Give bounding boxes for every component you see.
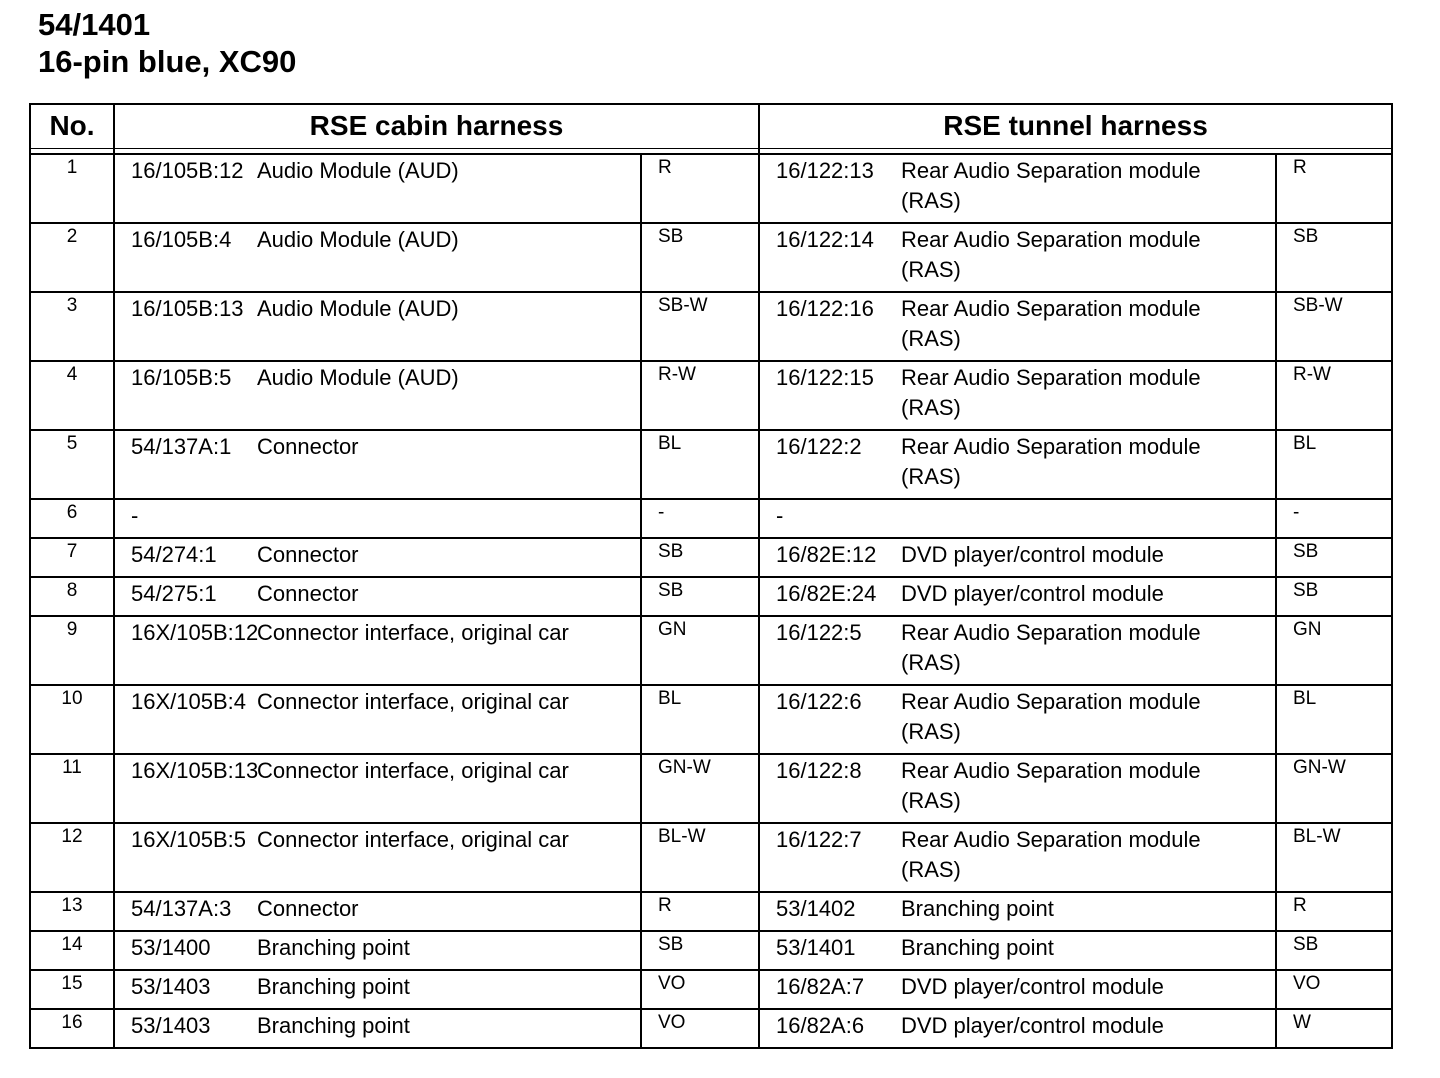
pin-number: 8 — [30, 577, 114, 616]
pin-number: 3 — [30, 292, 114, 361]
pin-number: 9 — [30, 616, 114, 685]
cabin-description: Connector — [257, 538, 641, 577]
cabin-connector-code: 54/274:1 — [114, 538, 257, 577]
table-row — [30, 499, 1392, 538]
table-row — [30, 616, 1392, 685]
cabin-connector-code: 53/1400 — [114, 931, 257, 970]
cabin-wire-color: - — [641, 499, 759, 538]
cabin-connector-code: 16X/105B:12 — [114, 616, 257, 685]
tunnel-connector-code: 16/122:2 — [759, 430, 901, 499]
tunnel-wire-color: SB — [1276, 577, 1392, 616]
tunnel-wire-color: VO — [1276, 970, 1392, 1009]
tunnel-connector-code: 53/1401 — [759, 931, 901, 970]
cabin-wire-color: R — [641, 892, 759, 931]
table-row — [30, 685, 1392, 754]
cabin-connector-code: - — [114, 499, 257, 538]
cabin-wire-color: SB — [641, 538, 759, 577]
cabin-wire-color: VO — [641, 1009, 759, 1048]
pin-number: 4 — [30, 361, 114, 430]
cabin-wire-color: SB-W — [641, 292, 759, 361]
cabin-connector-code: 54/137A:1 — [114, 430, 257, 499]
tunnel-connector-code: 16/122:7 — [759, 823, 901, 892]
pin-number: 13 — [30, 892, 114, 931]
tunnel-wire-color: - — [1276, 499, 1392, 538]
tunnel-connector-code: 16/122:13 — [759, 154, 901, 223]
tunnel-wire-color: R — [1276, 154, 1392, 223]
table-row — [30, 970, 1392, 1009]
cabin-connector-code: 16/105B:12 — [114, 154, 257, 223]
tunnel-description: Rear Audio Separation module (RAS) — [901, 292, 1276, 361]
cabin-description: Connector interface, original car — [257, 823, 641, 892]
cabin-wire-color: GN-W — [641, 754, 759, 823]
cabin-connector-code: 16X/105B:13 — [114, 754, 257, 823]
table-row — [30, 754, 1392, 823]
cabin-connector-code: 16X/105B:5 — [114, 823, 257, 892]
tunnel-connector-code: 16/82E:24 — [759, 577, 901, 616]
pin-assignment-table — [29, 103, 1393, 1049]
cabin-description: Audio Module (AUD) — [257, 292, 641, 361]
tunnel-description: DVD player/control module — [901, 1009, 1276, 1048]
cabin-wire-color: SB — [641, 223, 759, 292]
pin-number: 16 — [30, 1009, 114, 1048]
cabin-wire-color: R-W — [641, 361, 759, 430]
tunnel-wire-color: SB — [1276, 223, 1392, 292]
cabin-wire-color: VO — [641, 970, 759, 1009]
pin-number: 6 — [30, 499, 114, 538]
tunnel-connector-code: 16/122:15 — [759, 361, 901, 430]
tunnel-description: Rear Audio Separation module (RAS) — [901, 754, 1276, 823]
tunnel-connector-code: 53/1402 — [759, 892, 901, 931]
cabin-connector-code: 54/275:1 — [114, 577, 257, 616]
tunnel-connector-code: 16/82E:12 — [759, 538, 901, 577]
tunnel-wire-color: GN — [1276, 616, 1392, 685]
tunnel-wire-color: SB — [1276, 931, 1392, 970]
tunnel-description: Rear Audio Separation module (RAS) — [901, 616, 1276, 685]
pin-rows — [30, 154, 1392, 1048]
cabin-description: Audio Module (AUD) — [257, 361, 641, 430]
tunnel-description: Branching point — [901, 931, 1276, 970]
pin-number: 15 — [30, 970, 114, 1009]
cabin-description — [257, 499, 641, 538]
cabin-wire-color: BL-W — [641, 823, 759, 892]
tunnel-connector-code: 16/122:5 — [759, 616, 901, 685]
cabin-connector-code: 16/105B:13 — [114, 292, 257, 361]
tunnel-description: Rear Audio Separation module (RAS) — [901, 823, 1276, 892]
table-row — [30, 223, 1392, 292]
pin-number: 11 — [30, 754, 114, 823]
table-row — [30, 1009, 1392, 1048]
header-no: No. — [30, 104, 114, 148]
tunnel-connector-code: 16/122:16 — [759, 292, 901, 361]
cabin-wire-color: R — [641, 154, 759, 223]
tunnel-description: Branching point — [901, 892, 1276, 931]
tunnel-description: Rear Audio Separation module (RAS) — [901, 361, 1276, 430]
tunnel-wire-color: BL — [1276, 430, 1392, 499]
part-number: 54/1401 — [38, 7, 151, 42]
tunnel-wire-color: BL-W — [1276, 823, 1392, 892]
cabin-connector-code: 16/105B:4 — [114, 223, 257, 292]
cabin-connector-code: 53/1403 — [114, 970, 257, 1009]
tunnel-description: Rear Audio Separation module (RAS) — [901, 154, 1276, 223]
cabin-description: Audio Module (AUD) — [257, 223, 641, 292]
cabin-description: Branching point — [257, 970, 641, 1009]
tunnel-wire-color: SB-W — [1276, 292, 1392, 361]
table-row — [30, 361, 1392, 430]
table-row — [30, 892, 1392, 931]
pin-number: 7 — [30, 538, 114, 577]
pin-number: 1 — [30, 154, 114, 223]
tunnel-wire-color: W — [1276, 1009, 1392, 1048]
tunnel-connector-code: 16/82A:7 — [759, 970, 901, 1009]
tunnel-connector-code: - — [759, 499, 901, 538]
cabin-description: Connector interface, original car — [257, 685, 641, 754]
cabin-description: Connector — [257, 430, 641, 499]
document-title — [38, 6, 296, 80]
cabin-description: Connector interface, original car — [257, 616, 641, 685]
cabin-description: Connector — [257, 577, 641, 616]
pin-number: 10 — [30, 685, 114, 754]
table-row — [30, 154, 1392, 223]
header-cabin-harness: RSE cabin harness — [114, 104, 759, 148]
cabin-connector-code: 53/1403 — [114, 1009, 257, 1048]
tunnel-wire-color: R-W — [1276, 361, 1392, 430]
tunnel-description — [901, 499, 1276, 538]
table-row — [30, 538, 1392, 577]
table-row — [30, 430, 1392, 499]
tunnel-connector-code: 16/122:14 — [759, 223, 901, 292]
cabin-wire-color: SB — [641, 577, 759, 616]
tunnel-connector-code: 16/122:6 — [759, 685, 901, 754]
table-row — [30, 577, 1392, 616]
tunnel-wire-color: GN-W — [1276, 754, 1392, 823]
pin-number: 2 — [30, 223, 114, 292]
cabin-description: Branching point — [257, 1009, 641, 1048]
tunnel-description: Rear Audio Separation module (RAS) — [901, 685, 1276, 754]
tunnel-wire-color: SB — [1276, 538, 1392, 577]
tunnel-description: DVD player/control module — [901, 577, 1276, 616]
cabin-description: Audio Module (AUD) — [257, 154, 641, 223]
cabin-wire-color: BL — [641, 685, 759, 754]
tunnel-description: DVD player/control module — [901, 970, 1276, 1009]
tunnel-description: Rear Audio Separation module (RAS) — [901, 223, 1276, 292]
connector-subtitle: 16-pin blue, XC90 — [38, 44, 297, 79]
table-row — [30, 823, 1392, 892]
table-row — [30, 931, 1392, 970]
cabin-connector-code: 16/105B:5 — [114, 361, 257, 430]
cabin-wire-color: GN — [641, 616, 759, 685]
tunnel-description: DVD player/control module — [901, 538, 1276, 577]
cabin-connector-code: 16X/105B:4 — [114, 685, 257, 754]
cabin-description: Connector — [257, 892, 641, 931]
cabin-description: Connector interface, original car — [257, 754, 641, 823]
table-row — [30, 292, 1392, 361]
pin-number: 14 — [30, 931, 114, 970]
cabin-wire-color: SB — [641, 931, 759, 970]
tunnel-wire-color: BL — [1276, 685, 1392, 754]
tunnel-connector-code: 16/122:8 — [759, 754, 901, 823]
cabin-connector-code: 54/137A:3 — [114, 892, 257, 931]
header-tunnel-harness: RSE tunnel harness — [759, 104, 1392, 148]
pin-number: 12 — [30, 823, 114, 892]
tunnel-description: Rear Audio Separation module (RAS) — [901, 430, 1276, 499]
cabin-description: Branching point — [257, 931, 641, 970]
cabin-wire-color: BL — [641, 430, 759, 499]
pin-number: 5 — [30, 430, 114, 499]
tunnel-wire-color: R — [1276, 892, 1392, 931]
tunnel-connector-code: 16/82A:6 — [759, 1009, 901, 1048]
